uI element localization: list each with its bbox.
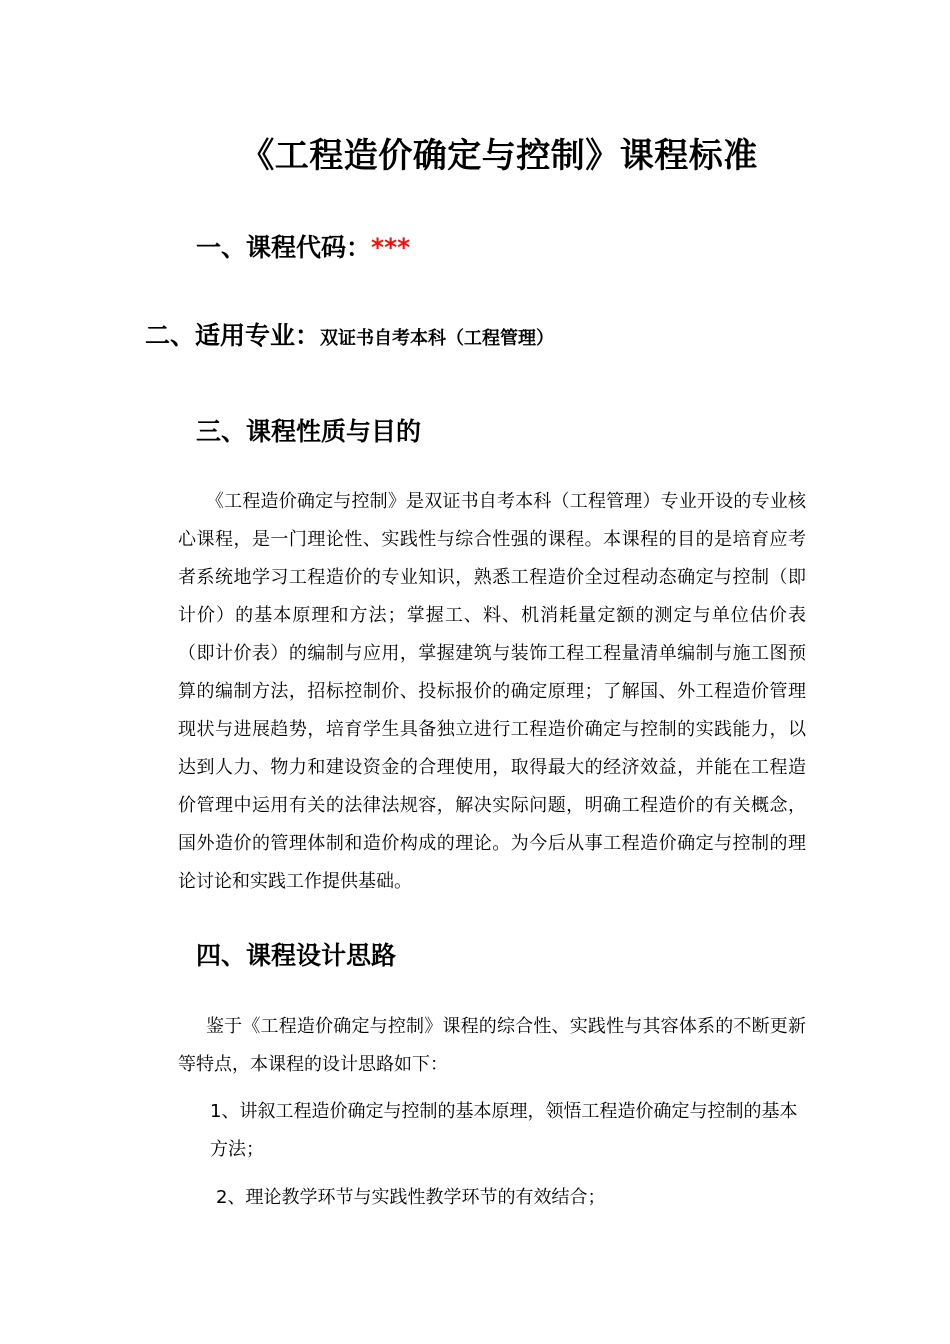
applicable-major-value: 双证书自考本科（工程管理） xyxy=(320,328,555,349)
section-course-code xyxy=(196,228,410,264)
list-item: 2、理论教学环节与实践性教学环节的有效结合； xyxy=(216,1187,606,1208)
section-course-nature-heading: 三、课程性质与目的 xyxy=(196,417,422,446)
list-item: 1、讲叙工程造价确定与控制的基本原理，领悟工程造价确定与控制的基本方法； xyxy=(210,1101,798,1160)
course-code-value: *** xyxy=(371,233,411,262)
section-applicable-major xyxy=(145,316,554,352)
course-nature-paragraph: 《工程造价确定与控制》是双证书自考本科（工程管理）专业开设的专业核心课程，是一门理论性、实践性与综合性强的课程。本课程的目的是培育应考者系统地学习工程造价的专业知识，熟悉工程造价全过程动态确定与控制（即计价）的基本原理和方法；掌握工、料、机消耗量定额的测定与单位估价表（即计价表）的编制与应用，掌握建筑与装饰工程工程量清单编制与施工图预算的编制方法，招标控制价、投标报价的确定原理；了解国、外工程造价管理现状与进展趋势，培育学生具备独立进行工程造价确定与控制的实践能力，以达到人力、物力和建设资金的合理使用，取得最大的经济效益，并能在工程造价管理中运用有关的法律法规容，解决实际问题，明确工程造价的有关概念，国外造价的管理体制和造价构成的理论。为今后从事工程造价确定与控制的理论讨论和实践工作提供基础。 xyxy=(178,491,806,892)
section-course-code-label: 一、课程代码： xyxy=(196,233,372,262)
section-applicable-major-label: 二、适用专业： xyxy=(145,321,321,350)
section-course-design-heading: 四、课程设计思路 xyxy=(196,941,397,970)
course-design-intro: 鉴于《工程造价确定与控制》课程的综合性、实践性与其容体系的不断更新等特点，本课程的设计思路如下： xyxy=(178,1016,806,1075)
document-title: 《工程造价确定与控制》课程标准 xyxy=(240,136,758,176)
